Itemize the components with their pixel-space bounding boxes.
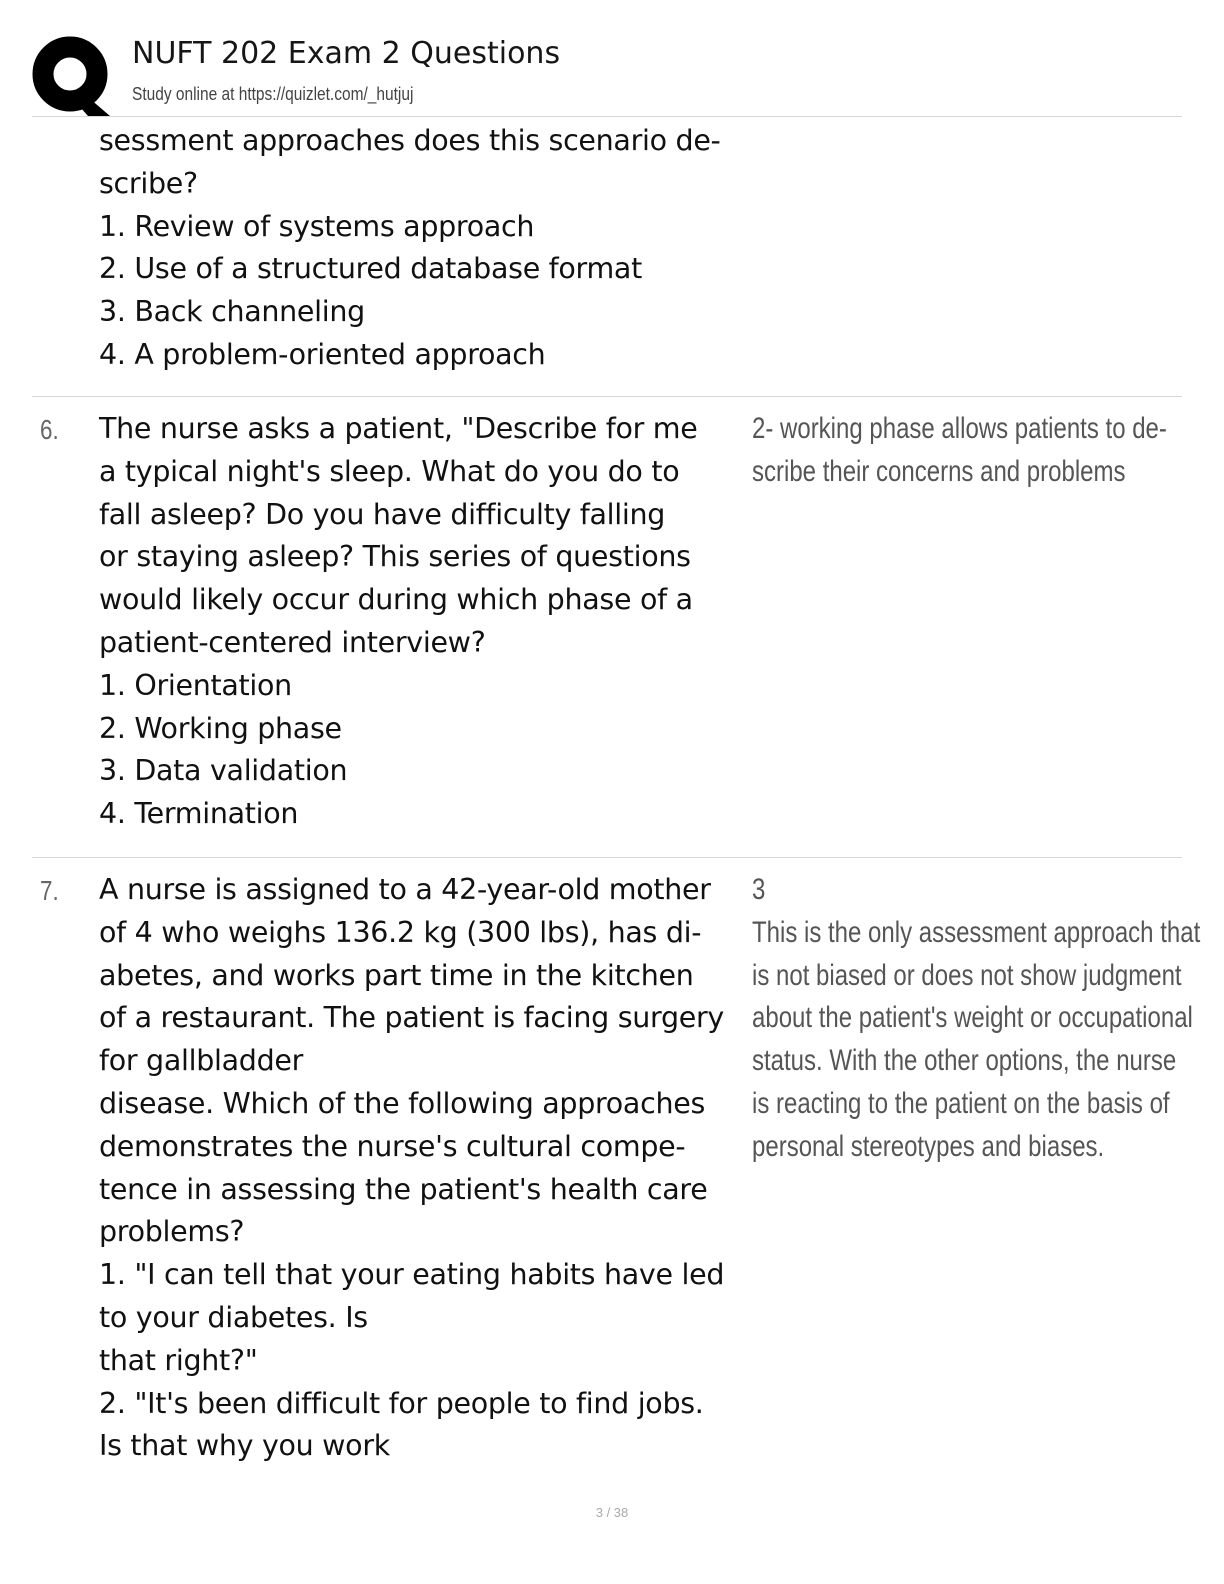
page-number: 3 / 38 (595, 1505, 629, 1520)
answer-line: is reacting to the patient on the basis of (752, 1086, 1170, 1120)
question-option: 2. Use of a structured database format (99, 252, 642, 286)
question-line: fall asleep? Do you have difficulty falling (99, 497, 666, 531)
header-divider (32, 116, 1182, 117)
answer-line: personal stereotypes and biases. (752, 1129, 1105, 1163)
study-online-link[interactable]: Study online at https://quizlet.com/_hutjuj (132, 84, 414, 104)
question-line: disease. Which of the following approaches (99, 1086, 706, 1120)
question-line: of a restaurant. The patient is facing surgery (99, 1001, 724, 1035)
question-option: 4. A problem-oriented approach (99, 337, 546, 371)
answer-line: This is the only assessment approach that (752, 915, 1201, 949)
answer-line: about the patient's weight or occupational (752, 1001, 1193, 1035)
question-option: 3. Back channeling (99, 295, 365, 329)
answer-text (752, 408, 1212, 494)
question-text (99, 869, 749, 1468)
question-divider (32, 396, 1182, 397)
question-option: 3. Data validation (99, 754, 348, 788)
question-line: scribe? (99, 166, 198, 200)
page-header (32, 34, 1182, 116)
answer-line: status. With the other options, the nurse (752, 1044, 1177, 1078)
question-option: 2. Working phase (99, 711, 342, 745)
question-option: 2. "It's been difficult for people to find jobs. (99, 1386, 704, 1420)
page-title: NUFT 202 Exam 2 Questions (132, 36, 561, 71)
question-option: 1. Orientation (99, 668, 292, 702)
question-line: abetes, and works part time in the kitchen (99, 958, 694, 992)
question-text (99, 408, 749, 836)
question-divider (32, 857, 1182, 858)
question-option: Is that why you work (99, 1429, 390, 1463)
question-option: that right?" (99, 1343, 258, 1377)
question-line: problems? (99, 1215, 245, 1249)
question-line: The nurse asks a patient, "Describe for me (99, 412, 698, 445)
question-line: of 4 who weighs 136.2 kg (300 lbs), has di- (99, 915, 702, 949)
question-option: to your diabetes. Is (99, 1300, 368, 1334)
question-line: tence in assessing the patient's health care (99, 1172, 708, 1206)
question-line: would likely occur during which phase of a (99, 583, 693, 617)
answer-line: 3 (752, 873, 766, 906)
question-line: patient-centered interview? (99, 625, 486, 659)
question-line: for gallbladder (99, 1044, 304, 1078)
question-line: a typical night's sleep. What do you do to (99, 454, 680, 488)
question-text (99, 120, 749, 377)
question-option: 1. "I can tell that your eating habits have led (99, 1258, 725, 1292)
question-number: 6. (40, 414, 59, 445)
answer-line: scribe their concerns and problems (752, 454, 1126, 488)
question-line: A nurse is assigned to a 42-year-old mother (99, 873, 711, 906)
question-number: 7. (40, 875, 59, 906)
question-line: demonstrates the nurse's cultural compe- (99, 1129, 686, 1163)
answer-line: 2- working phase allows patients to de- (752, 412, 1167, 445)
quizlet-logo-icon (32, 36, 112, 116)
question-line: or staying asleep? This series of questions (99, 540, 691, 574)
question-line: sessment approaches does this scenario de- (99, 124, 721, 157)
answer-text (752, 869, 1212, 1169)
question-option: 4. Termination (99, 797, 299, 831)
question-option: 1. Review of systems approach (99, 209, 535, 243)
answer-line: is not biased or does not show judgment (752, 958, 1182, 992)
